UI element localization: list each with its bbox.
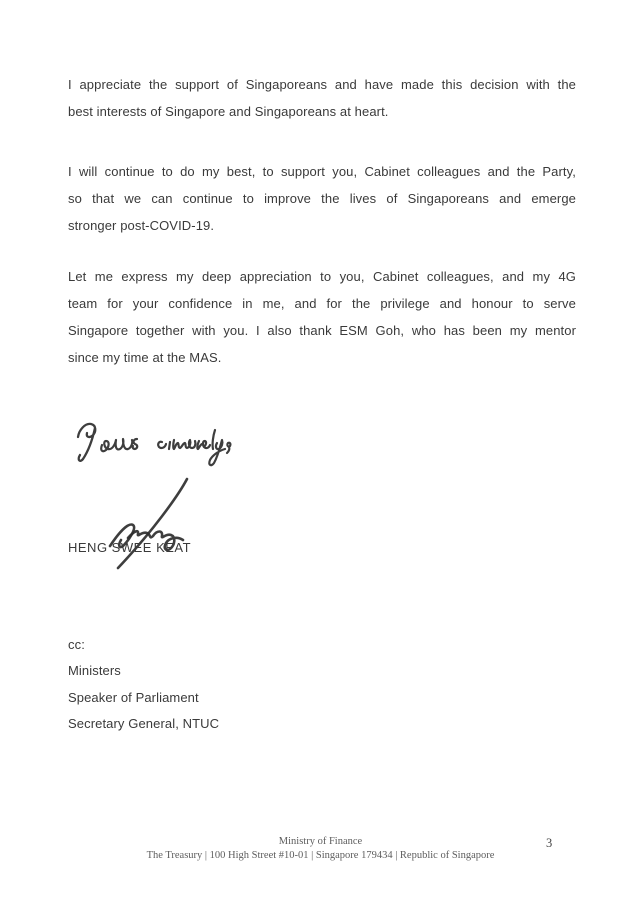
sender-typed-name: HENG SWEE KEAT	[68, 540, 192, 555]
paragraph-3-line-4: since my time at the MAS.	[68, 350, 222, 365]
signature-handwriting	[106, 474, 198, 570]
paragraph-3-line-2: team for your confidence in me, and for the privilege and honour to serve	[68, 296, 576, 311]
paragraph-2	[68, 158, 576, 239]
cc-recipient-2: Speaker of Parliament	[68, 689, 199, 705]
paragraph-1-line-2: best interests of Singapore and Singaporeans at heart.	[68, 104, 389, 119]
paragraph-2-line-2: so that we can continue to improve the lives of Singaporeans and emerge	[68, 191, 576, 206]
paragraph-3-line-1: Let me express my deep appreciation to you, Cabinet colleagues, and my 4G	[68, 269, 576, 284]
page-footer	[0, 835, 641, 862]
paragraph-1	[68, 71, 576, 125]
paragraph-3	[68, 263, 576, 371]
cc-recipient-3: Secretary General, NTUC	[68, 715, 220, 731]
cc-label: cc:	[68, 637, 85, 652]
cc-block	[68, 632, 219, 737]
valediction-handwriting	[70, 418, 255, 470]
page-number: 3	[546, 836, 553, 850]
paragraph-2-line-3: stronger post-COVID-19.	[68, 218, 215, 233]
paragraph-1-line-1: I appreciate the support of Singaporeans and have made this decision with the	[68, 77, 576, 92]
cc-recipient-1: Ministers	[68, 663, 121, 679]
paragraph-3-line-3: Singapore together with you. I also thank ESM Goh, who has been my mentor	[68, 323, 576, 338]
footer-address: The Treasury | 100 High Street #10-01 | Singapore 179434 | Republic of Singapore	[146, 849, 495, 861]
footer-org: Ministry of Finance	[278, 836, 363, 847]
paragraph-2-line-1: I will continue to do my best, to support you, Cabinet colleagues and the Party,	[68, 164, 576, 179]
